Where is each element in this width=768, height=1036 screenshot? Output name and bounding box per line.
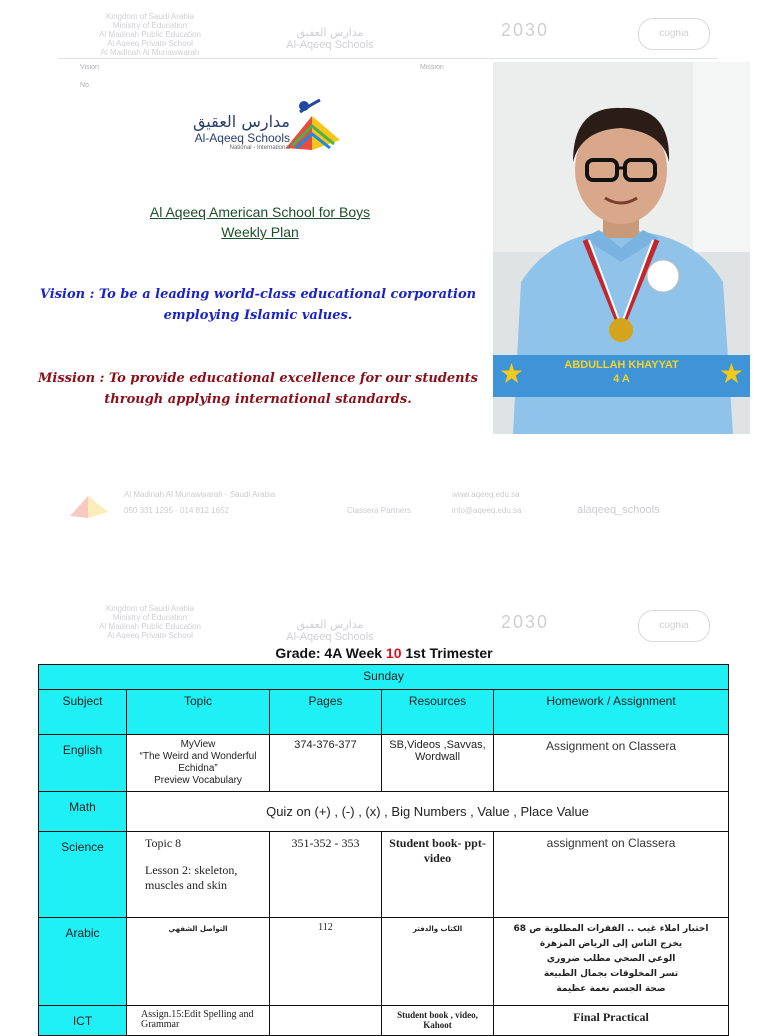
logo-arabic: مدارس العقيق [192,112,290,131]
footer-address: Al Madinah Al Munawwarah - Saudi Arabia [124,490,276,499]
footer-partner: Classera Partners [347,506,412,515]
page-footer [62,484,712,524]
subject-ict: ICT [39,1006,127,1036]
col-resources: Resources [382,690,494,735]
student-name-banner [493,355,750,397]
letterhead-ministry-2: Kingdom of Saudi Arabia Ministry of Education Al Madinah Public Education Al Aqeeq Private School [99,604,201,640]
subject-science: Science [39,832,127,918]
subject-math: Math [39,792,127,832]
homework-cell: Final Practical [494,1006,729,1036]
day-label: Sunday [39,665,729,690]
homework-cell: اختبار املاء غيب .. الفقرات المطلوبة ص 68 يخرج الناس إلى الرياض المزهرة الوعي الصحي مطلب ضروري تسر المخلوقات بجمال الطبيعة صحة الجسم نعمة عظيمة [494,918,729,1006]
resources-cell: Student book , video, Kahoot [382,1006,494,1036]
table-row [39,792,729,832]
week-number: 10 [385,645,402,661]
table-row [39,918,729,1006]
letterhead-row-2: No. [80,82,91,89]
table-row [39,1006,729,1036]
footer-website: www.aqeeq.edu.sa [452,490,520,499]
subject-arabic: Arabic [39,918,127,1006]
homework-cell: assignment on Classera [494,832,729,918]
vision-2030-mark: 2030 [500,20,550,40]
book-logo-icon [282,96,346,154]
plan-title: Weekly Plan [221,224,299,240]
topic-cell: التواصل الشفهي [127,918,270,1006]
col-pages: Pages [270,690,382,735]
col-topic: Topic [127,690,270,735]
letterhead-school: مدارس العقيق Al-Aqeeq Schools [286,26,374,51]
footer-logo-icon [68,486,112,520]
vision-2030-mark-2: 2030 [500,612,550,632]
header-row [39,690,729,735]
footer-email: info@aqeeq.edu.sa [452,506,522,515]
col-homework: Homework / Assignment [494,690,729,735]
footer-phone: 050 331 1295 - 014 812 1652 [124,506,229,515]
pages-cell [270,1006,382,1036]
topic-cell: MyView “The Weird and Wonderful Echidna” Preview Vocabulary [127,735,270,792]
vision-statement: Vision : To be a leading world-class educational corporation employing Islamic values. [39,287,477,323]
table-row [39,735,729,792]
math-content: Quiz on (+) , (-) , (x) , Big Numbers , Value , Place Value [127,792,729,832]
topic-cell: Topic 8 Lesson 2: skeleton, muscles and skin [127,832,270,918]
cognia-badge: cognia [638,18,710,50]
weekly-plan-table [38,664,729,1036]
day-row [39,665,729,690]
letterhead-school-2: مدارس العقيق Al-Aqeeq Schools [286,618,374,643]
logo-text [180,112,290,151]
resources-cell: الكتاب والدفتر [382,918,494,1006]
resources-cell: Student book- ppt- video [382,832,494,918]
letterhead-divider [58,58,718,59]
grade-line: Grade: 4A Week 10 1st Trimester [275,645,493,661]
table-row [39,832,729,918]
homework-cell: Assignment on Classera [494,735,729,792]
school-name: Al Aqeeq American School for Boys [149,204,371,220]
student-class: 4 A [613,373,630,385]
mission-statement: Mission : To provide educational excellence for our students through applying international standards. [38,371,478,407]
subject-english: English [39,735,127,792]
cognia-badge-2: cognia [638,610,710,642]
logo-subtitle: National - International [229,145,290,151]
letterhead-row: Vision Mission [80,64,444,71]
resources-cell: SB,Videos ,Savvas, Wordwall [382,735,494,792]
pages-cell: 351-352 - 353 [270,832,382,918]
footer-social: alaqeeq_schools [577,504,660,516]
col-subject: Subject [39,690,127,735]
logo-english: Al-Aqeeq Schools [194,131,290,145]
student-photo [493,62,750,434]
letterhead-ministry: Kingdom of Saudi Arabia Ministry of Education Al Madinah Public Education Al Aqeeq Private School Al Madinah Al Munawwarah [99,12,201,57]
pages-cell: 374-376-377 [270,735,382,792]
star-icon: ★ [499,358,525,389]
student-name: ABDULLAH KHAYYAT [564,359,679,371]
pages-cell: 112 [270,918,382,1006]
topic-cell: Assign.15:Edit Spelling and Grammar [127,1006,270,1036]
star-icon: ★ [718,358,744,389]
